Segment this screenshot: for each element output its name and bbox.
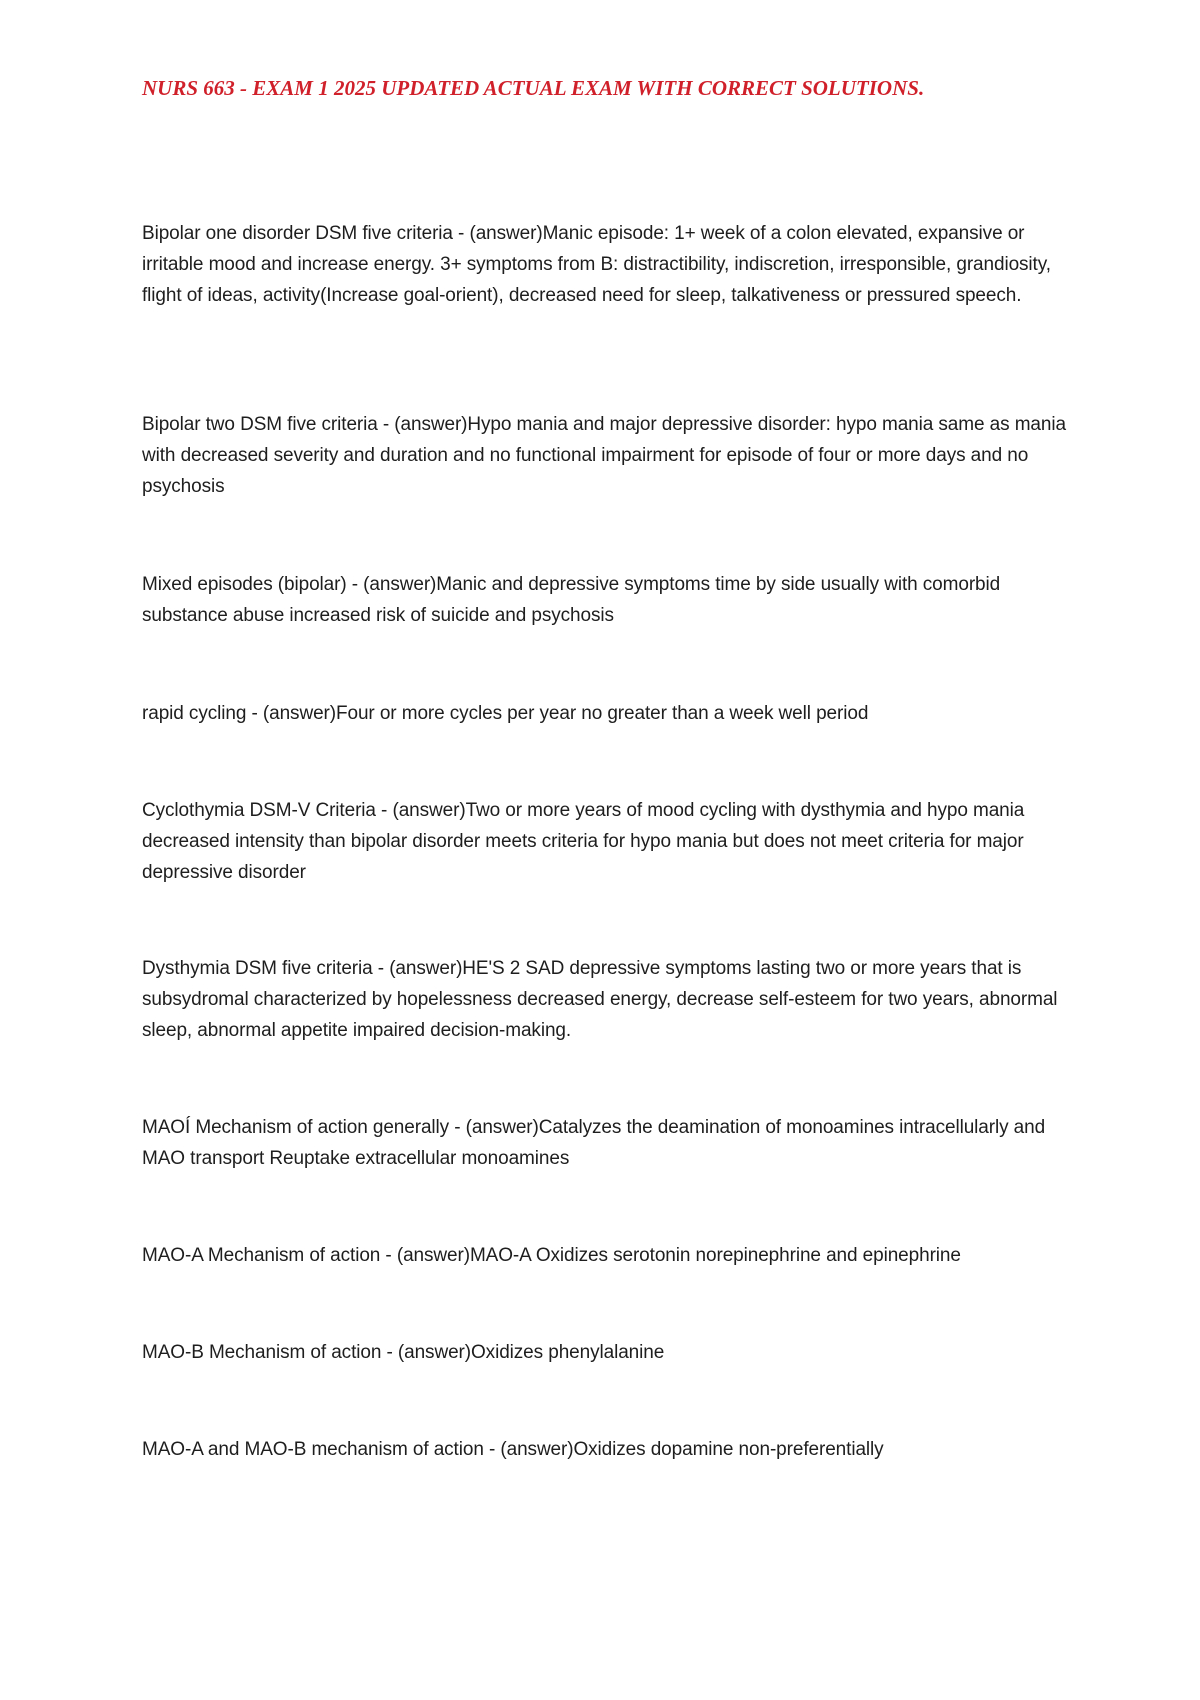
qa-entry-cyclothymia: Cyclothymia DSM-V Criteria - (answer)Two or more years of mood cycling with dysthymia and hypo mania decreased intensity than bipolar disorder meets criteria for hypo mania but does not meet criteria for major depressive disorder [142, 800, 1025, 883]
qa-entry-mixed-episodes: Mixed episodes (bipolar) - (answer)Manic and depressive symptoms time by side usually with comorbid substance abuse increased risk of suicide and psychosis [142, 574, 1001, 626]
qa-entry-mao-a-and-b: MAO-A and MAO-B mechanism of action - (answer)Oxidizes dopamine non-preferentially [142, 1439, 884, 1460]
document-title: NURS 663 - EXAM 1 2025 UPDATED ACTUAL EXAM WITH CORRECT SOLUTIONS. [142, 76, 925, 100]
qa-entry-bipolar-one: Bipolar one disorder DSM five criteria - (answer)Manic episode: 1+ week of a colon elevated, expansive or irritable mood and increase energy. 3+ symptoms from B: distractibility, indiscretion, irresponsible, grandiosity, flight of ideas, activity(Increase goal-orient), decreased need for sleep, talkativeness or pressured speech. [142, 223, 1051, 306]
qa-entry-maoi-mechanism: MAOÍ Mechanism of action generally - (answer)Catalyzes the deamination of monoamines intracellularly and MAO transport Reuptake extracellular monoamines [142, 1117, 1046, 1169]
qa-entry-rapid-cycling: rapid cycling - (answer)Four or more cycles per year no greater than a week well period [142, 703, 869, 724]
qa-entry-mao-b: MAO-B Mechanism of action - (answer)Oxidizes phenylalanine [142, 1342, 665, 1363]
qa-entry-dysthymia: Dysthymia DSM five criteria - (answer)HE'S 2 SAD depressive symptoms lasting two or more years that is subsydromal characterized by hopelessness decreased energy, decrease self-esteem for two years, abnormal sleep, abnormal appetite impaired decision-making. [142, 958, 1058, 1041]
qa-entry-bipolar-two: Bipolar two DSM five criteria - (answer)Hypo mania and major depressive disorder: hypo mania same as mania with decreased severity and duration and no functional impairment for episode of four or more days and no psychosis [142, 414, 1066, 497]
qa-entry-mao-a: MAO-A Mechanism of action - (answer)MAO-A Oxidizes serotonin norepinephrine and epinephrine [142, 1245, 961, 1266]
